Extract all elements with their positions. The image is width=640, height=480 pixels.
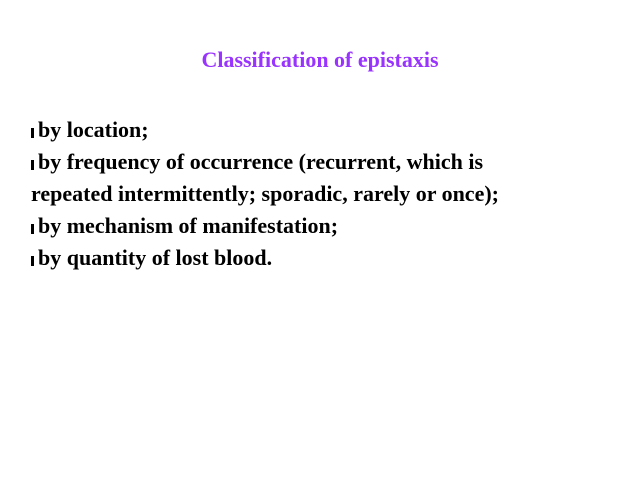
classification-list [0,114,640,274]
list-item-text: by quantity of lost blood. [38,245,273,270]
list-item-mechanism [0,210,640,242]
list-item-continuation: repeated intermittently; sporadic, rarely or once); [31,181,499,206]
list-item-quantity [0,242,640,274]
list-item-text: by mechanism of manifestation; [38,213,339,238]
bullet-marker [31,256,34,266]
bullet-marker [31,128,34,138]
list-item-text: by frequency of occurrence (recurrent, which is [38,149,484,174]
list-item-location [0,114,640,146]
bullet-marker [31,160,34,170]
slide-title: Classification of epistaxis [201,47,439,72]
list-item-frequency [0,146,640,210]
bullet-marker [31,224,34,234]
list-item-text: by location; [38,117,149,142]
